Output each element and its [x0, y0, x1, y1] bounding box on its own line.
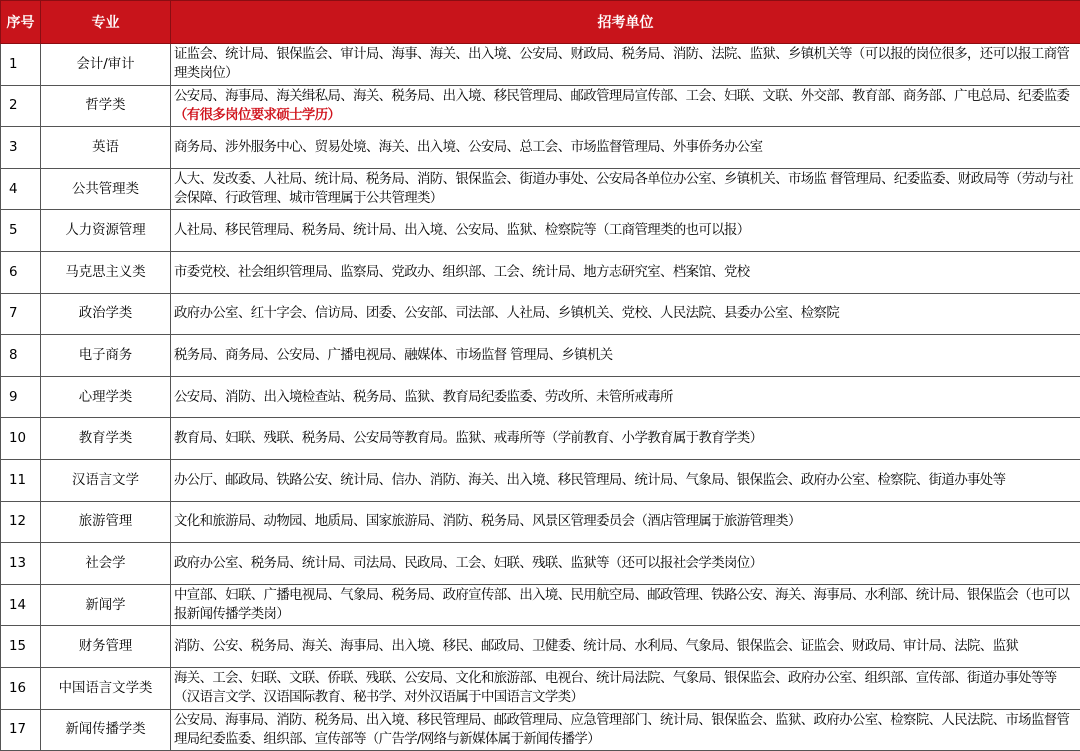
row-major — [41, 293, 171, 335]
row-units-text: 人大、发改委、人社局、统计局、税务局、消防、银保监会、街道办事处、公安局各单位办公室、乡镇机关、市场监 督管理局、纪委监委、财政局等（劳动与社会保障、行政管理、城市管理属于公共管理类） — [174, 172, 1073, 206]
row-index — [1, 293, 41, 335]
row-units — [171, 709, 1080, 751]
row-index-text: 8 — [9, 348, 18, 363]
row-index — [1, 501, 41, 543]
row-major — [41, 418, 171, 460]
row-units-text: 办公厅、邮政局、铁路公安、统计局、信办、消防、海关、出入境、移民管理局、统计局、气象局、银保监会、政府办公室、检察院、街道办事处等 — [174, 473, 1005, 488]
row-units — [171, 626, 1080, 668]
row-index — [1, 251, 41, 293]
row-major — [41, 543, 171, 585]
row-units-text: 税务局、商务局、公安局、广播电视局、融媒体、市场监督 管理局、乡镇机关 — [174, 348, 613, 363]
row-index-text: 16 — [9, 681, 26, 696]
row-units-text: 教育局、妇联、残联、税务局、公安局等教育局。监狱、戒毒所等（学前教育、小学教育属于教育学类） — [174, 431, 762, 446]
row-major-text: 电子商务 — [79, 348, 133, 363]
row-major — [41, 667, 171, 709]
row-units — [171, 667, 1080, 709]
row-index-text: 13 — [9, 556, 26, 571]
row-index — [1, 85, 41, 127]
row-major-text: 新闻学 — [85, 598, 125, 613]
row-index — [1, 376, 41, 418]
row-index — [1, 168, 41, 210]
row-units — [171, 418, 1080, 460]
row-major-text: 中国语言文学类 — [59, 681, 153, 696]
row-index — [1, 626, 41, 668]
row-major-text: 财务管理 — [79, 639, 133, 654]
table-row — [1, 85, 1080, 127]
row-index-text: 5 — [9, 223, 18, 238]
table-row — [1, 210, 1080, 252]
row-major-text: 社会学 — [85, 556, 125, 571]
row-units-text: 海关、工会、妇联、文联、侨联、残联、公安局、文化和旅游部、电视台、统计局法院、气象局、银保监会、政府办公室、组织部、宣传部、街道办事处等等（汉语言文学、汉语国际教育、秘书学、对外汉语属于中国语言文学类） — [174, 671, 1057, 705]
table-row — [1, 667, 1080, 709]
row-index — [1, 584, 41, 626]
row-units — [171, 168, 1080, 210]
row-units — [171, 293, 1080, 335]
row-major — [41, 335, 171, 377]
header-units: 招考单位 — [171, 1, 1080, 44]
row-units-text: 公安局、海事局、消防、税务局、出入境、移民管理局、邮政管理局、应急管理部门、统计局、银保监会、监狱、政府办公室、检察院、人民法院、市场监督管理局纪委监委、组织部、宣传部等（广告学/网络与新媒体属于新闻传播学） — [174, 713, 1069, 747]
row-index-text: 12 — [9, 514, 26, 529]
table-row — [1, 376, 1080, 418]
table-row — [1, 418, 1080, 460]
table-row — [1, 251, 1080, 293]
row-index-text: 2 — [9, 98, 18, 113]
row-index — [1, 335, 41, 377]
table-row — [1, 127, 1080, 169]
row-major-text: 教育学类 — [79, 431, 133, 446]
table-body — [1, 44, 1080, 751]
row-units — [171, 376, 1080, 418]
row-index-text: 15 — [9, 639, 26, 654]
row-major-text: 公共管理类 — [72, 182, 139, 197]
row-units-text: 公安局、海事局、海关缉私局、海关、税务局、出入境、移民管理局、邮政管理局宣传部、工会、妇联、文联、外交部、教育部、商务部、广电总局、纪委监委 — [174, 89, 1069, 104]
table-row — [1, 459, 1080, 501]
header-index: 序号 — [1, 1, 41, 44]
row-units — [171, 501, 1080, 543]
row-index-text: 9 — [9, 390, 18, 405]
row-major-text: 心理学类 — [79, 390, 133, 405]
row-units-text: 公安局、消防、出入境检查站、税务局、监狱、教育局纪委监委、劳改所、未管所戒毒所 — [174, 390, 673, 405]
row-units — [171, 543, 1080, 585]
row-index-text: 14 — [9, 598, 26, 613]
table-row — [1, 709, 1080, 751]
row-major — [41, 376, 171, 418]
row-index-text: 4 — [9, 182, 18, 197]
row-major — [41, 44, 171, 86]
row-units-text: 消防、公安、税务局、海关、海事局、出入境、移民、邮政局、卫健委、统计局、水利局、气象局、银保监会、证监会、财政局、审计局、法院、监狱 — [174, 639, 1018, 654]
row-units-text: 中宣部、妇联、广播电视局、气象局、税务局、政府宣传部、出入境、民用航空局、邮政管理、铁路公安、海关、海事局、水利部、统计局、银保监会（也可以报新闻传播学类岗） — [174, 588, 1069, 622]
row-units — [171, 210, 1080, 252]
row-units-text: 政府办公室、税务局、统计局、司法局、民政局、工会、妇联、残联、监狱等（还可以报社会学类岗位） — [174, 556, 762, 571]
row-index — [1, 709, 41, 751]
row-units — [171, 44, 1080, 86]
row-units-text: 证监会、统计局、银保监会、审计局、海事、海关、出入境、公安局、财政局、税务局、消防、法院、监狱、乡镇机关等（可以报的岗位很多，还可以报工商管理类岗位） — [174, 47, 1069, 81]
row-major-text: 会计/审计 — [76, 57, 134, 72]
table-row — [1, 626, 1080, 668]
row-units — [171, 127, 1080, 169]
row-index — [1, 127, 41, 169]
row-major — [41, 709, 171, 751]
row-major — [41, 85, 171, 127]
table-header — [1, 1, 1080, 44]
row-index — [1, 459, 41, 501]
row-major-text: 新闻传播学类 — [65, 722, 145, 737]
row-index — [1, 44, 41, 86]
row-major — [41, 459, 171, 501]
row-units-text: 文化和旅游局、动物园、地质局、国家旅游局、消防、税务局、风景区管理委员会（酒店管理属于旅游管理类） — [174, 514, 801, 529]
row-major — [41, 626, 171, 668]
row-index-text: 7 — [9, 306, 18, 321]
row-major-text: 英语 — [92, 140, 119, 155]
row-units-text: 市委党校、社会组织管理局、监察局、党政办、组织部、工会、统计局、地方志研究室、档案馆、党校 — [174, 265, 750, 280]
row-units — [171, 584, 1080, 626]
row-major-text: 哲学类 — [85, 98, 125, 113]
row-major-text: 汉语言文学 — [72, 473, 139, 488]
row-note: （有很多岗位要求硕士学历） — [174, 108, 340, 123]
row-index — [1, 667, 41, 709]
header-major: 专业 — [41, 1, 171, 44]
table-row — [1, 335, 1080, 377]
row-index — [1, 418, 41, 460]
row-index — [1, 543, 41, 585]
row-major — [41, 127, 171, 169]
table-row — [1, 168, 1080, 210]
row-units-text: 人社局、移民管理局、税务局、统计局、出入境、公安局、监狱、检察院等（工商管理类的也可以报） — [174, 223, 750, 238]
row-index-text: 10 — [9, 431, 26, 446]
row-index-text: 1 — [9, 57, 18, 72]
row-major-text: 人力资源管理 — [65, 223, 145, 238]
row-units — [171, 251, 1080, 293]
table-row — [1, 293, 1080, 335]
row-units — [171, 459, 1080, 501]
row-major-text: 政治学类 — [79, 306, 133, 321]
table-row — [1, 584, 1080, 626]
row-units — [171, 335, 1080, 377]
row-units — [171, 85, 1080, 127]
row-index-text: 17 — [9, 722, 26, 737]
row-major — [41, 501, 171, 543]
row-index-text: 11 — [9, 473, 26, 488]
row-units-text: 商务局、涉外服务中心、贸易处境、海关、出入境、公安局、总工会、市场监督管理局、外事侨务办公室 — [174, 140, 762, 155]
row-major — [41, 584, 171, 626]
row-index-text: 3 — [9, 140, 18, 155]
row-major — [41, 210, 171, 252]
row-major — [41, 168, 171, 210]
row-major — [41, 251, 171, 293]
table-row — [1, 501, 1080, 543]
row-index-text: 6 — [9, 265, 18, 280]
row-index — [1, 210, 41, 252]
table-row — [1, 543, 1080, 585]
table-row — [1, 44, 1080, 86]
row-units-text: 政府办公室、红十字会、信访局、团委、公安部、司法部、人社局、乡镇机关、党校、人民法院、县委办公室、检察院 — [174, 306, 839, 321]
row-major-text: 马克思主义类 — [65, 265, 145, 280]
row-major-text: 旅游管理 — [79, 514, 133, 529]
